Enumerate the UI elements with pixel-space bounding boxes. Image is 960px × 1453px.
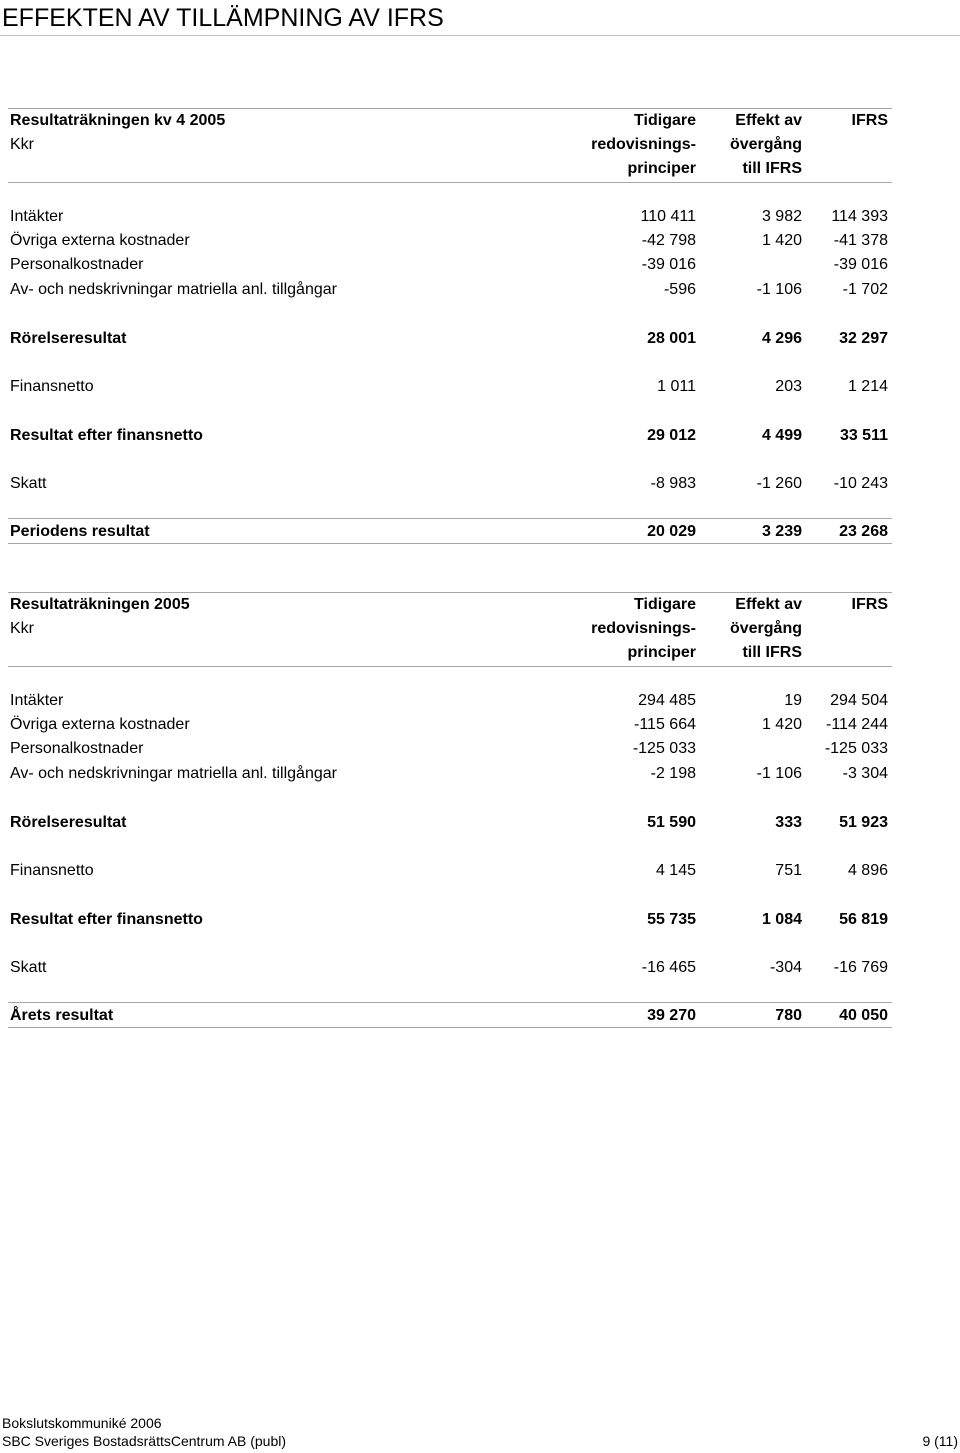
total-bottom-rule	[8, 1027, 892, 1028]
page-title: EFFEKTEN AV TILLÄMPNING AV IFRS	[0, 0, 960, 36]
table-title: Resultaträkningen 2005	[10, 596, 190, 613]
value-ifrs: 56 819	[839, 911, 888, 928]
table-row	[8, 859, 892, 883]
value-ifrs: -1 702	[842, 280, 888, 298]
row-label: Personalkostnader	[10, 256, 144, 274]
value-effect: 751	[775, 862, 802, 879]
value-ifrs: -10 243	[833, 475, 888, 492]
value-previous: 294 485	[638, 692, 696, 709]
value-previous: -2 198	[650, 764, 696, 782]
table-row	[8, 278, 892, 302]
header-bottom-rule	[8, 182, 892, 183]
value-previous: 1 011	[657, 378, 696, 395]
value-ifrs: 1 214	[847, 378, 888, 395]
row-label: Skatt	[10, 959, 47, 976]
total-bottom-rule	[8, 543, 892, 544]
row-label: Resultat efter finansnetto	[10, 427, 203, 444]
value-ifrs: 40 050	[839, 1007, 888, 1024]
value-ifrs: 114 393	[831, 208, 888, 225]
table-row	[8, 229, 892, 253]
value-ifrs: 51 923	[839, 814, 888, 831]
col-header-effect: övergång	[729, 620, 802, 638]
header-row	[8, 133, 892, 157]
value-previous: -16 465	[641, 959, 696, 976]
value-effect: 1 084	[761, 911, 802, 928]
value-previous: -596	[663, 280, 696, 298]
value-previous: 20 029	[647, 523, 696, 540]
value-previous: 29 012	[647, 427, 696, 444]
unit-label: Kkr	[10, 136, 34, 154]
col-header-previous: Tidigare	[634, 112, 696, 129]
table-row	[8, 253, 892, 277]
header-row	[8, 109, 892, 133]
table-row-total	[8, 1004, 892, 1028]
col-header-effect: till IFRS	[742, 644, 802, 662]
header-row	[8, 617, 892, 641]
value-ifrs: 32 297	[839, 330, 888, 347]
row-label: Av- och nedskrivningar matriella anl. tillgångar	[10, 280, 337, 298]
row-label: Personalkostnader	[10, 740, 144, 758]
value-previous: 39 270	[647, 1007, 696, 1024]
table-row	[8, 762, 892, 786]
row-label: Finansnetto	[10, 378, 94, 395]
value-ifrs: -3 304	[842, 764, 888, 782]
value-previous: -39 016	[641, 256, 696, 274]
value-effect: 203	[775, 378, 802, 395]
value-effect: 4 499	[761, 427, 802, 444]
col-header-effect: Effekt av	[735, 112, 802, 129]
row-label: Skatt	[10, 475, 47, 492]
value-previous: -125 033	[632, 740, 696, 758]
value-effect: 1 420	[761, 716, 802, 734]
table-row	[8, 205, 892, 229]
total-top-rule	[8, 518, 892, 519]
table-row-total	[8, 520, 892, 544]
table-row	[8, 689, 892, 713]
header-row	[8, 641, 892, 665]
table-row	[8, 956, 892, 980]
value-effect: 3 239	[761, 523, 802, 540]
value-effect: -1 106	[756, 280, 802, 298]
header-row	[8, 593, 892, 617]
table-row-subtotal	[8, 811, 892, 835]
value-previous: 28 001	[647, 330, 696, 347]
value-ifrs: -114 244	[826, 716, 888, 734]
value-previous: 55 735	[647, 911, 696, 928]
value-effect: 4 296	[761, 330, 802, 347]
value-effect: 333	[775, 814, 802, 831]
value-effect: 3 982	[761, 208, 802, 225]
footer	[2, 1414, 958, 1450]
row-label: Rörelseresultat	[10, 814, 127, 831]
header-bottom-rule	[8, 666, 892, 667]
value-effect: -1 260	[756, 475, 802, 492]
value-effect: 780	[775, 1007, 802, 1024]
value-previous: 4 145	[655, 862, 696, 879]
col-header-previous: redovisnings-	[591, 136, 696, 154]
value-ifrs: -16 769	[833, 959, 888, 976]
row-label: Intäkter	[10, 208, 64, 225]
value-ifrs: 294 504	[830, 692, 888, 709]
col-header-ifrs: IFRS	[851, 596, 888, 613]
row-label: Övriga externa kostnader	[10, 716, 190, 734]
page-number: 9 (11)	[922, 1433, 958, 1449]
table-row-subtotal	[8, 908, 892, 932]
row-label: Av- och nedskrivningar matriella anl. tillgångar	[10, 764, 337, 782]
row-label: Periodens resultat	[10, 523, 150, 540]
table-row	[8, 713, 892, 737]
value-ifrs: -41 378	[833, 232, 888, 250]
table-title: Resultaträkningen kv 4 2005	[10, 112, 226, 129]
col-header-effect: Effekt av	[735, 596, 802, 613]
table-row	[8, 737, 892, 761]
value-previous: -8 983	[650, 475, 696, 492]
value-previous: 51 590	[647, 814, 696, 831]
col-header-ifrs: IFRS	[851, 112, 888, 129]
table-row	[8, 375, 892, 399]
value-previous: -42 798	[641, 232, 696, 250]
col-header-previous: principer	[627, 644, 696, 662]
unit-label: Kkr	[10, 620, 34, 638]
col-header-previous: principer	[627, 160, 696, 178]
table-row-subtotal	[8, 424, 892, 448]
col-header-previous: redovisnings-	[591, 620, 696, 638]
value-ifrs: 23 268	[839, 523, 888, 540]
value-previous: -115 664	[634, 716, 696, 734]
value-ifrs: 4 896	[847, 862, 888, 879]
value-effect: -304	[769, 959, 802, 976]
row-label: Rörelseresultat	[10, 330, 127, 347]
col-header-effect: övergång	[729, 136, 802, 154]
table-row-subtotal	[8, 327, 892, 351]
table-row	[8, 472, 892, 496]
value-ifrs: -39 016	[833, 256, 888, 274]
row-label: Resultat efter finansnetto	[10, 911, 203, 928]
footer-company: SBC Sveriges BostadsrättsCentrum AB (publ)	[2, 1433, 287, 1449]
value-effect: -1 106	[756, 764, 802, 782]
footer-report-name: Bokslutskommuniké 2006	[2, 1415, 162, 1431]
row-label: Årets resultat	[10, 1007, 114, 1024]
row-label: Intäkter	[10, 692, 64, 709]
value-effect: 19	[784, 692, 802, 709]
value-previous: 110 411	[640, 208, 696, 225]
value-ifrs: 33 511	[839, 427, 888, 444]
value-ifrs: -125 033	[824, 740, 888, 758]
total-top-rule	[8, 1002, 892, 1003]
row-label: Finansnetto	[10, 862, 94, 879]
header-row	[8, 157, 892, 181]
row-label: Övriga externa kostnader	[10, 232, 190, 250]
col-header-previous: Tidigare	[634, 596, 696, 613]
value-effect: 1 420	[761, 232, 802, 250]
col-header-effect: till IFRS	[742, 160, 802, 178]
